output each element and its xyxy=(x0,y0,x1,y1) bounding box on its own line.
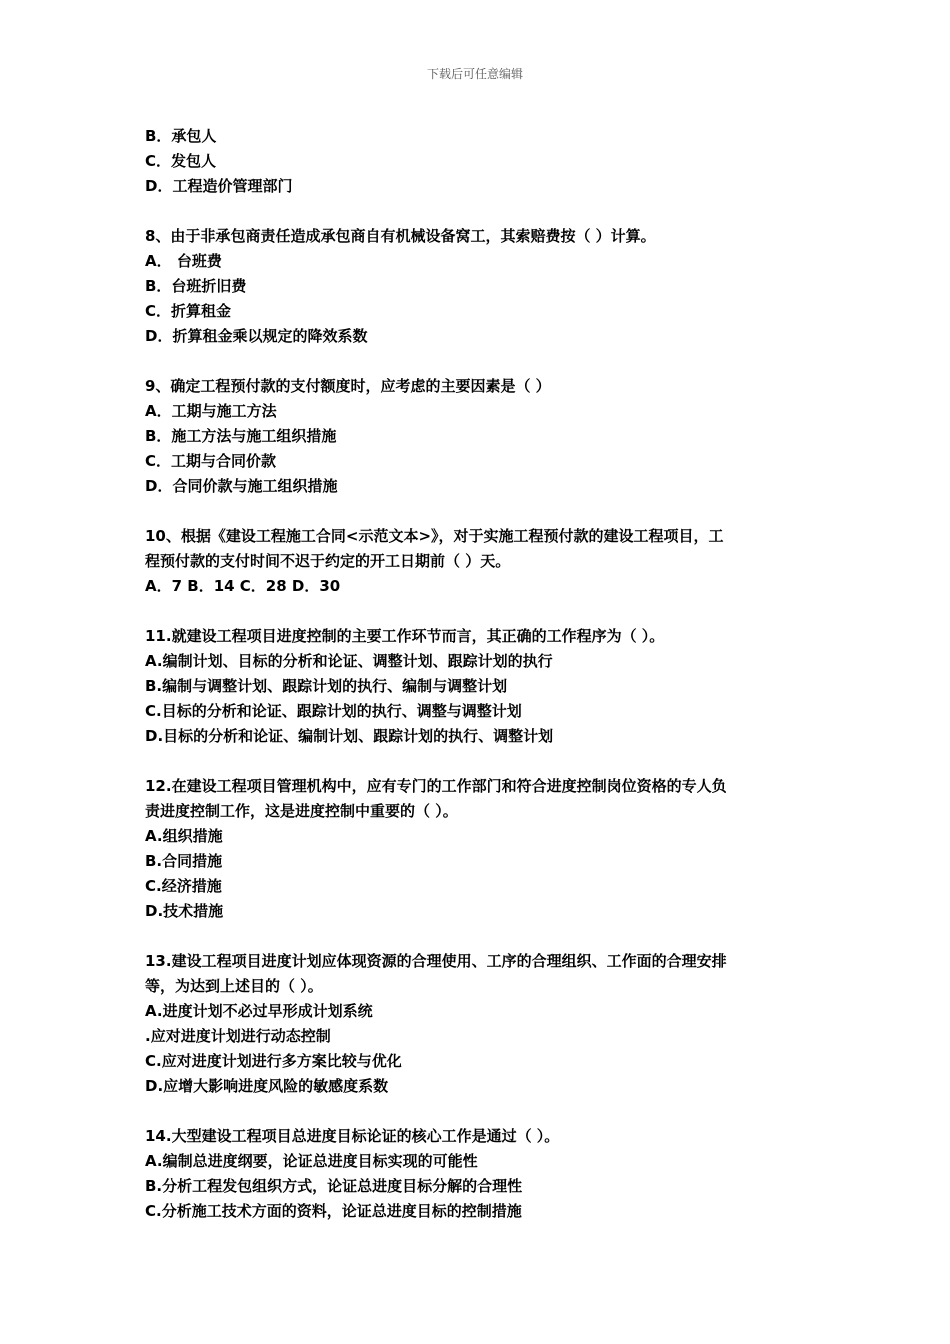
question-14-stem: 14.大型建设工程项目总进度目标论证的核心工作是通过（ ）。 xyxy=(145,1127,560,1145)
option-d: D．合同价款与施工组织措施 xyxy=(145,477,338,495)
option-a: A． 台班费 xyxy=(145,252,222,270)
question-12 xyxy=(145,774,810,924)
option-c: C.分析施工技术方面的资料，论证总进度目标的控制措施 xyxy=(145,1202,522,1220)
spacer xyxy=(145,199,810,224)
question-9-stem: 9、确定工程预付款的支付额度时，应考虑的主要因素是（ ） xyxy=(145,377,551,395)
option-a: A．工期与施工方法 xyxy=(145,402,277,420)
question-13 xyxy=(145,949,810,1099)
spacer xyxy=(145,599,810,624)
document-body xyxy=(145,124,810,1224)
option-d: D.应增大影响进度风险的敏感度系数 xyxy=(145,1077,389,1095)
question-11-stem: 11.就建设工程项目进度控制的主要工作环节而言，其正确的工作程序为（ ）。 xyxy=(145,627,665,645)
option-a: A.组织措施 xyxy=(145,827,223,845)
option-d: D．折算租金乘以规定的降效系数 xyxy=(145,327,368,345)
spacer xyxy=(145,749,810,774)
question-12-stem-line-1: 12.在建设工程项目管理机构中，应有专门的工作部门和符合进度控制岗位资格的专人负 xyxy=(145,777,727,795)
question-7-options xyxy=(145,124,810,199)
option-b: B．承包人 xyxy=(145,127,217,145)
question-9 xyxy=(145,374,810,499)
spacer xyxy=(145,1099,810,1124)
option-c: C.经济措施 xyxy=(145,877,222,895)
question-13-stem-line-1: 13.建设工程项目进度计划应体现资源的合理使用、工序的合理组织、工作面的合理安排 xyxy=(145,952,727,970)
option-c: C.目标的分析和论证、跟踪计划的执行、调整与调整计划 xyxy=(145,702,522,720)
option-c: C.应对进度计划进行多方案比较与优化 xyxy=(145,1052,402,1070)
option-b: B.分析工程发包组织方式，论证总进度目标分解的合理性 xyxy=(145,1177,523,1195)
option-a: A.编制计划、目标的分析和论证、调整计划、跟踪计划的执行 xyxy=(145,652,553,670)
option-b: B.合同措施 xyxy=(145,852,223,870)
page-header: 下载后可任意编辑 xyxy=(426,67,523,81)
option-b: .应对进度计划进行动态控制 xyxy=(145,1027,331,1045)
option-a: A.进度计划不必过早形成计划系统 xyxy=(145,1002,373,1020)
option-c: C．发包人 xyxy=(145,152,217,170)
question-10-options: A．7 B．14 C．28 D．30 xyxy=(145,577,341,595)
question-14 xyxy=(145,1124,810,1224)
question-12-stem-line-2: 责进度控制工作，这是进度控制中重要的（ ）。 xyxy=(145,802,458,820)
question-8 xyxy=(145,224,810,349)
question-11 xyxy=(145,624,810,749)
option-a: A.编制总进度纲要，论证总进度目标实现的可能性 xyxy=(145,1152,478,1170)
question-10 xyxy=(145,524,810,599)
option-d: D.目标的分析和论证、编制计划、跟踪计划的执行、调整计划 xyxy=(145,727,554,745)
spacer xyxy=(145,924,810,949)
option-c: C．工期与合同价款 xyxy=(145,452,277,470)
spacer xyxy=(145,499,810,524)
option-b: B．施工方法与施工组织措施 xyxy=(145,427,337,445)
question-10-stem-line-2: 程预付款的支付时间不迟于约定的开工日期前（ ）天。 xyxy=(145,552,511,570)
question-10-stem-line-1: 10、根据《建设工程施工合同<示范文本>》，对于实施工程预付款的建设工程项目，工 xyxy=(145,527,724,545)
question-8-stem: 8、由于非承包商责任造成承包商自有机械设备窝工，其索赔费按（ ）计算。 xyxy=(145,227,656,245)
option-d: D．工程造价管理部门 xyxy=(145,177,293,195)
question-13-stem-line-2: 等，为达到上述目的（ ）。 xyxy=(145,977,323,995)
option-d: D.技术措施 xyxy=(145,902,224,920)
option-b: B.编制与调整计划、跟踪计划的执行、编制与调整计划 xyxy=(145,677,508,695)
option-c: C．折算租金 xyxy=(145,302,232,320)
spacer xyxy=(145,349,810,374)
option-b: B．台班折旧费 xyxy=(145,277,247,295)
